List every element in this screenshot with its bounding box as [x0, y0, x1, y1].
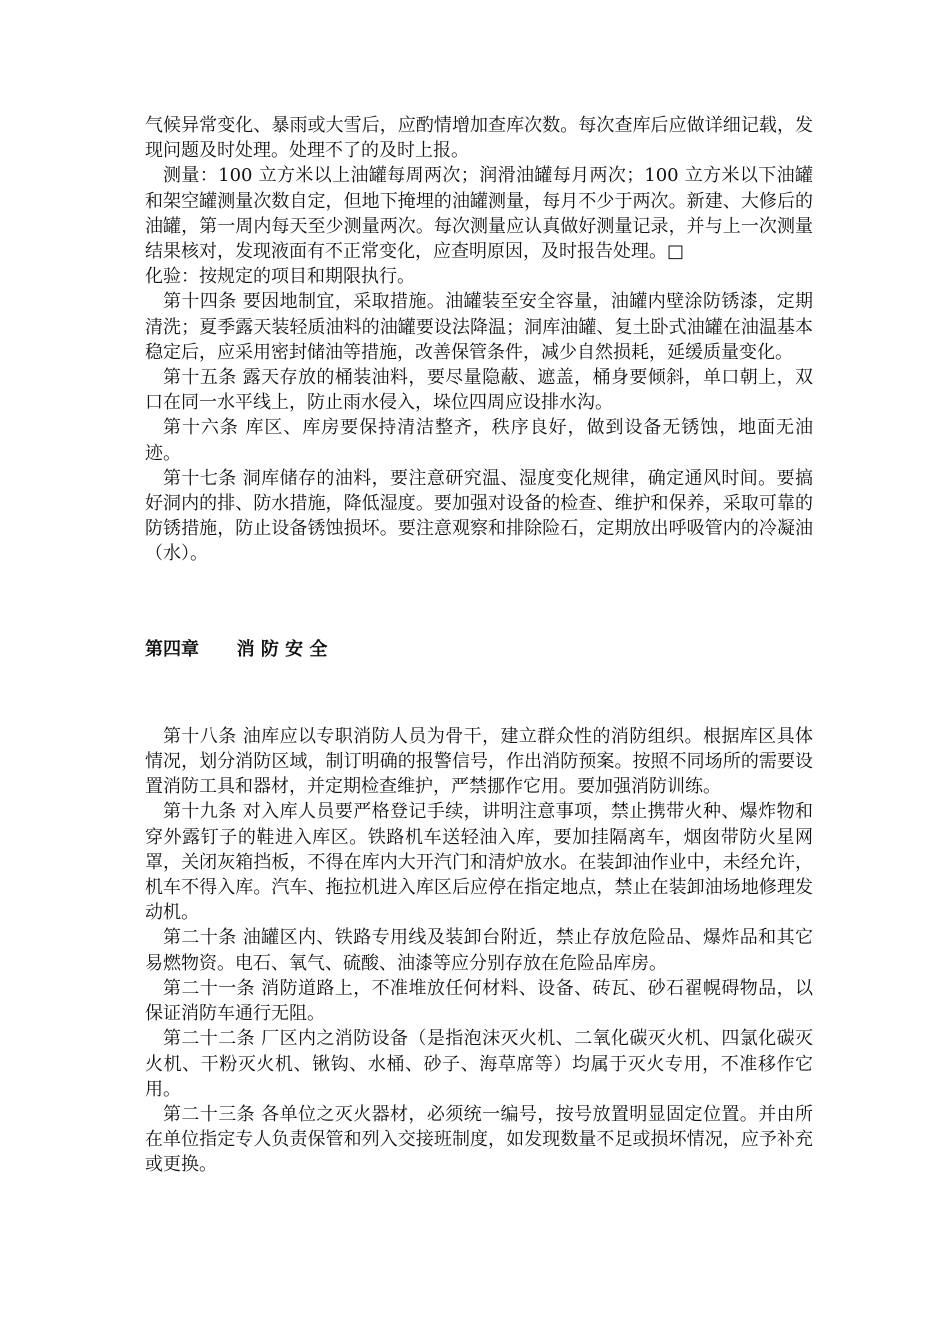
paragraph: 第二十三条 各单位之灭火器材，必须统一编号，按号放置明显固定位置。并由所在单位指定专人负责保管和列入交接班制度，如发现数量不足或损坏情况，应予补充或更换。 [145, 1103, 813, 1176]
spacer [145, 567, 813, 637]
paragraph: 第十九条 对入库人员要严格登记手续，讲明注意事项，禁止携带火种、爆炸物和穿外露钉子的鞋进入库区。铁路机车送轻油入库，要加挂隔离车，烟囱带防火星网罩，关闭灰箱挡板，不得在库内大开汽门和清炉放水。在装卸油作业中，未经允许，机车不得入库。汽车、拖拉机进入库区后应停在指定地点，禁止在装卸油场地修理发动机。 [145, 801, 813, 924]
paragraph: 测量：100 立方米以上油罐每周两次；润滑油罐每月两次；100 立方米以下油罐和架空罐测量次数自定，但地下掩埋的油罐测量，每月不少于两次。新建、大修后的油罐，第一周内每天至少测量两次。每次测量应认真做好测量记录，并与上一次测量结果核对，发现液面有不正常变化，应查明原因，及时报告处理。□ [145, 165, 813, 263]
paragraph: 第二十一条 消防道路上，不准堆放任何材料、设备、砖瓦、砂石翟幌碍物品，以保证消防车通行无阻。 [145, 977, 813, 1025]
paragraph: 化验：按规定的项目和期限执行。 [145, 266, 415, 288]
paragraph: 第十五条 露天存放的桶装油料，要尽量隐蔽、遮盖，桶身要倾斜，单口朝上，双口在同一水平线上，防止雨水侵入，垛位四周应设排水沟。 [145, 367, 813, 414]
paragraph: 第十八条 油库应以专职消防人员为骨干，建立群众性的消防组织。根据库区具体情况，划分消防区域，制订明确的报警信号，作出消防预案。按照不同场所的需要设置消防工具和器材，并定期检查维护，严禁挪作它用。要加强消防训练。 [145, 725, 813, 798]
paragraph: 第十七条 洞库储存的油料，要注意研究温、湿度变化规律，确定通风时间。要搞好洞内的排、防水措施，降低湿度。要加强对设备的检查、维护和保养，采取可靠的防锈措施，防止设备锈蚀损坏。要注意观察和排除险石，定期放出呼吸管内的冷凝油（水）。 [145, 467, 813, 565]
chapter-heading: 第四章 消 防 安 全 [145, 638, 328, 660]
paragraph: 气候异常变化、暴雨或大雪后，应酌情增加查库次数。每次查库后应做详细记载，发现问题及时处理。处理不了的及时上报。 [145, 115, 813, 162]
section-storage-rules [145, 113, 813, 567]
paragraph: 第二十条 油罐区内、铁路专用线及装卸台附近，禁止存放危险品、爆炸品和其它易燃物资。电石、氧气、硫酸、油漆等应分别存放在危险品库房。 [145, 927, 813, 974]
paragraph: 第十六条 库区、库房要保持清洁整齐，秩序良好，做到设备无锈蚀，地面无油迹。 [145, 417, 813, 464]
spacer [145, 662, 813, 724]
paragraph: 第十四条 要因地制宜，采取措施。油罐装至安全容量，油罐内壁涂防锈漆，定期清洗；夏季露天装轻质油料的油罐要设法降温；洞库油罐、复土卧式油罐在油温基本稳定后，应采用密封储油等措施，改善保管条件，减少自然损耗，延缓质量变化。 [145, 291, 813, 363]
paragraph: 第二十二条 厂区内之消防设备（是指泡沫灭火机、二氧化碳灭火机、四氯化碳灭火机、干粉灭火机、锹钩、水桶、砂子、海草席等）均属于灭火专用，不准移作它用。 [145, 1028, 813, 1100]
section-fire-safety [145, 724, 813, 1178]
document-page [145, 113, 813, 1178]
